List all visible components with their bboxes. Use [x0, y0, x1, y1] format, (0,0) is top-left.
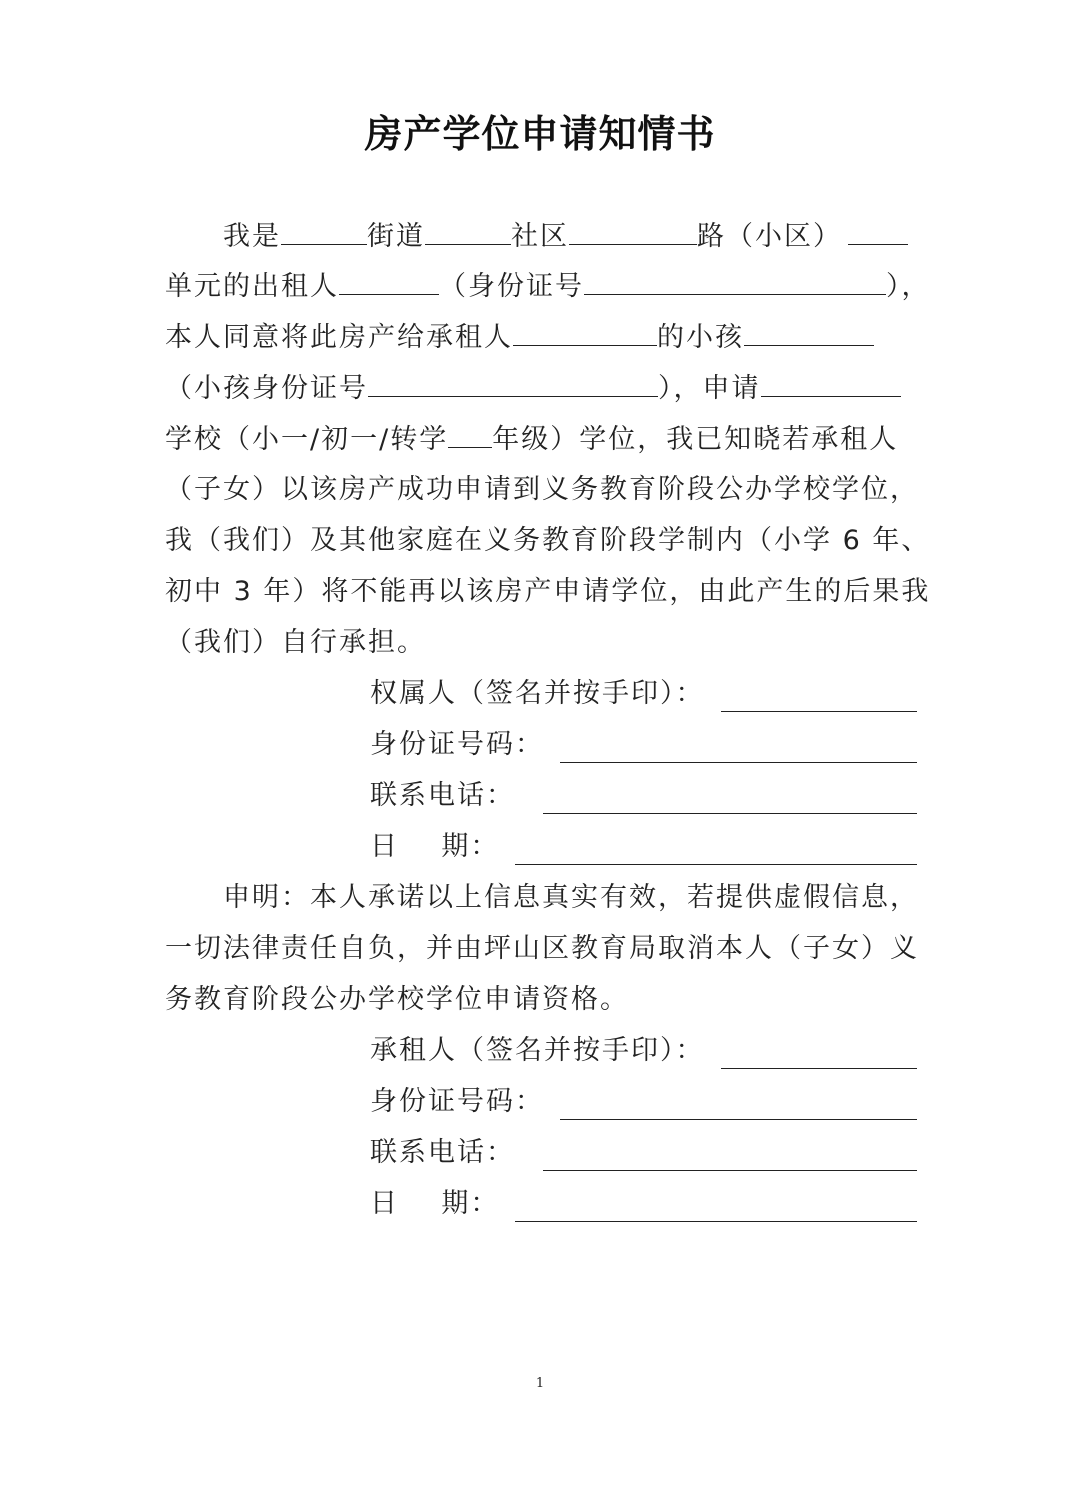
paragraph-line-1: [165, 218, 917, 255]
community-blank[interactable]: [425, 218, 511, 245]
text: 我是: [223, 221, 281, 252]
owner-phone-row: [370, 778, 917, 814]
text: 年级）学位，我已知晓若承租人: [492, 424, 899, 455]
text: ），: [886, 271, 931, 302]
paragraph-line-8: 初中 3 年）将不能再以该房产申请学位，由此产生的后果我: [165, 576, 931, 607]
paragraph-line-3: [165, 319, 917, 356]
road-blank[interactable]: [569, 218, 697, 245]
tenant-phone-label: 联系电话：: [370, 1137, 515, 1168]
owner-date-label: 日 期：: [370, 831, 500, 862]
tenant-signature-label: 承租人（签名并按手印）：: [370, 1035, 705, 1066]
owner-id-field[interactable]: [560, 736, 917, 763]
text: 社区: [511, 221, 569, 252]
child-id-blank[interactable]: [368, 370, 658, 397]
tenant-signature-field[interactable]: [721, 1042, 918, 1069]
text: ），申请: [658, 373, 761, 404]
grade-blank[interactable]: [448, 421, 492, 448]
declaration-line-2: 一切法律责任自负，并由坪山区教育局取消本人（子女）义: [165, 933, 919, 964]
unit-blank[interactable]: [848, 218, 908, 245]
paragraph-line-2: [165, 268, 931, 305]
tenant-date-row: [370, 1186, 917, 1222]
paragraph-line-6: （子女）以该房产成功申请到义务教育阶段公办学校学位，: [165, 474, 919, 505]
text: 单元的出租人: [165, 271, 339, 302]
tenant-id-row: [370, 1084, 917, 1120]
text: （身份证号: [439, 271, 584, 302]
document-title: 房产学位申请知情书: [364, 111, 716, 156]
tenant-phone-row: [370, 1135, 917, 1171]
paragraph-line-7: 我（我们）及其他家庭在义务教育阶段学制内（小学 6 年、: [165, 525, 931, 556]
declaration-line-1: 申明：本人承诺以上信息真实有效，若提供虚假信息，: [223, 882, 919, 913]
owner-id-label: 身份证号码：: [370, 729, 544, 760]
owner-date-row: [370, 829, 917, 865]
tenant-date-label: 日 期：: [370, 1188, 500, 1219]
owner-date-field[interactable]: [515, 838, 917, 865]
tenant-phone-field[interactable]: [543, 1144, 917, 1171]
tenant-date-field[interactable]: [515, 1195, 917, 1222]
text: 路（小区）: [697, 221, 842, 252]
lessor-name-blank[interactable]: [339, 268, 439, 295]
owner-phone-field[interactable]: [543, 787, 917, 814]
declaration-line-3: 务教育阶段公办学校学位申请资格。: [165, 984, 629, 1015]
owner-signature-label: 权属人（签名并按手印）：: [370, 678, 705, 709]
tenant-signature-row: [370, 1033, 917, 1069]
owner-signature-row: [370, 676, 917, 712]
text: 本人同意将此房产给承租人: [165, 322, 513, 353]
paragraph-line-5: [165, 421, 917, 458]
text: 街道: [367, 221, 425, 252]
school-blank[interactable]: [761, 370, 901, 397]
paragraph-line-9: （我们）自行承担。: [165, 627, 426, 658]
tenant-id-label: 身份证号码：: [370, 1086, 544, 1117]
text: （小孩身份证号: [165, 373, 368, 404]
child-name-blank[interactable]: [744, 319, 874, 346]
page-number: 1: [535, 1376, 545, 1391]
street-blank[interactable]: [281, 218, 367, 245]
tenant-id-field[interactable]: [560, 1093, 917, 1120]
text: 的小孩: [657, 322, 744, 353]
tenant-name-blank[interactable]: [513, 319, 657, 346]
owner-phone-label: 联系电话：: [370, 780, 515, 811]
paragraph-line-4: [165, 370, 917, 407]
owner-signature-field[interactable]: [721, 685, 918, 712]
text: 学校（小一/初一/转学: [165, 424, 449, 455]
lessor-id-blank[interactable]: [584, 268, 886, 295]
owner-id-row: [370, 727, 917, 763]
